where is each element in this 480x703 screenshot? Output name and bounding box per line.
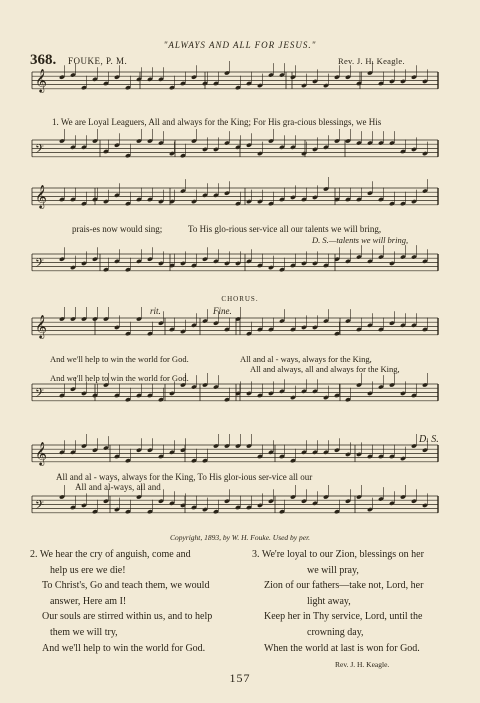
verse-3-line: Zion of our fathers—take not, Lord, her	[264, 580, 424, 592]
verse-3-line: 3. We're loyal to our Zion, blessings on her	[252, 549, 424, 560]
lyric-line-2b: To His glo-rious ser-vice all our talents we will bring,	[188, 224, 382, 234]
verse-3	[252, 547, 442, 656]
lyric-line-1: 1. We are Loyal Leaguers, All and always for the King; For His gra-cious blessings, we His	[52, 117, 382, 127]
verse-3-line: light away,	[307, 595, 351, 607]
fine-mark: Fine.	[213, 306, 232, 316]
treble-clef-icon: 𝄞	[35, 314, 47, 338]
copyright: Copyright, 1893, by W. H. Fouke. Used by per.	[169, 533, 311, 542]
verse-2-line: them we will try,	[50, 626, 118, 638]
lyric-line-3d: And we'll help to win the world for God.	[50, 373, 189, 383]
treble-clef-icon: 𝄞	[35, 68, 47, 92]
lyric-line-3a: And we'll help to win the world for God.	[50, 354, 189, 364]
verse-2-line: And we'll help to win the world for God.	[42, 642, 206, 654]
verse-3-line: When the world at last is won for God.	[264, 642, 420, 654]
page-number: 157	[229, 671, 251, 685]
bass-clef-icon: 𝄢	[35, 257, 45, 273]
author: Rev. J. H. Keagle.	[338, 56, 405, 66]
treble-clef-icon: 𝄞	[35, 441, 47, 465]
lyric-line-4b: All and al-ways, all and	[75, 482, 161, 492]
treble-clef-icon: 𝄞	[35, 184, 47, 208]
bass-clef-icon: 𝄢	[35, 387, 45, 403]
lyric-line-2c: D. S.—talents we will bring,	[312, 235, 409, 245]
verse-3-line: Keep her in Thy service, Lord, until the	[264, 611, 423, 623]
verse-2-line: Our souls are stirred within us, and to help	[42, 611, 213, 623]
chorus-label: CHORUS.	[221, 295, 259, 303]
lyric-line-2a: prais-es now would sing;	[72, 224, 163, 234]
bass-clef-icon: 𝄢	[35, 143, 45, 159]
hymn-title: "ALWAYS AND ALL FOR JESUS."	[163, 40, 317, 50]
verse-3-line: crowning day,	[307, 626, 364, 638]
bass-clef-icon: 𝄢	[35, 499, 45, 515]
rit-mark: rit.	[150, 306, 161, 316]
verse-2-line: answer, Here am I!	[50, 595, 127, 607]
tune-name: FOUKE, P. M.	[68, 56, 128, 66]
ds-mark: D. S.	[419, 434, 439, 445]
lyric-line-3b: All and al - ways, always for the King,	[240, 354, 372, 364]
verse-2-line: 2. We hear the cry of anguish, come and	[30, 549, 191, 560]
verse-2-line: To Christ's, Go and teach them, we would	[42, 580, 210, 592]
lyric-line-3c: All and always, all and always for the King,	[250, 364, 400, 374]
verse-attribution: Rev. J. H. Keagle.	[335, 660, 390, 669]
lyric-line-4a: All and al - ways, always for the King, To His glor-ious ser-vice all our	[56, 472, 313, 482]
hymn-number: 368.	[30, 52, 57, 68]
verse-2	[30, 547, 242, 656]
verse-3-line: we will pray,	[307, 564, 359, 576]
verse-2-line: help us ere we die!	[50, 564, 126, 576]
